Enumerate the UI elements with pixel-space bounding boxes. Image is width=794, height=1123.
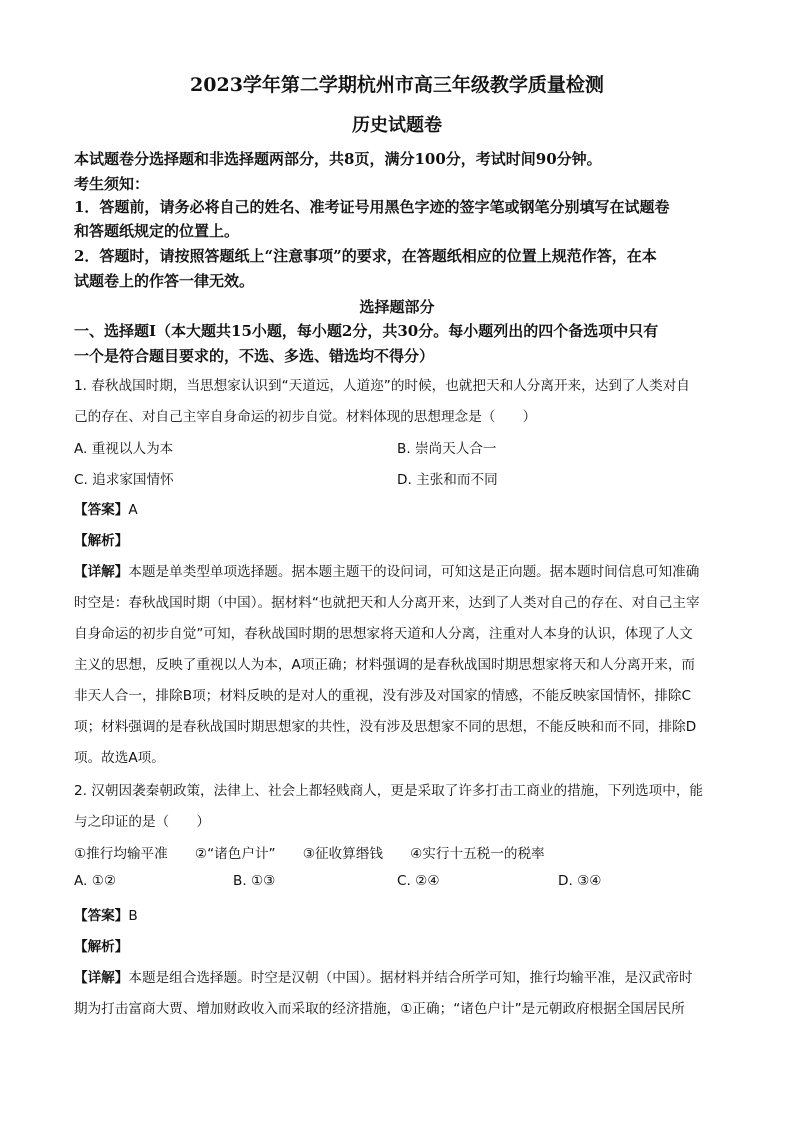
q1-detail-text-1: 本题是单类型单项选择题。据本题主题干的设问词，可知这是正向题。据本题时间信息可知准确 <box>128 564 700 580</box>
q1-detail-line-4: 主义的思想，反映了重视以人为本，A项正确；材料强调的是春秋战国时期思想家将天和人分离开来，而 <box>74 657 696 673</box>
q1-option-d: D. 主张和而不同 <box>397 472 498 488</box>
q1-answer-value: A <box>128 502 138 518</box>
q1-option-b: B. 崇尚天人合一 <box>397 441 497 457</box>
q2-detail-line-1 <box>74 966 693 986</box>
q1-answer <box>74 498 138 518</box>
notice-intro: 本试题卷分选择题和非选择题两部分，共8页，满分100分，考试时间90分钟。 <box>74 150 602 168</box>
q2-analysis <box>74 935 128 955</box>
q1-detail-line-2: 时空是：春秋战国时期（中国）。据材料“也就把天和人分离开来，达到了人类对自己的存在、对自己主宰 <box>74 595 700 611</box>
q2-analysis-tag: 【解析】 <box>74 939 129 955</box>
q2-answer <box>74 904 138 924</box>
q1-option-c: C. 追求家国情怀 <box>74 472 174 488</box>
q2-answer-value: B <box>128 908 138 924</box>
q1-detail-tag: 【详解】 <box>74 564 129 580</box>
q1-detail-line-7: 项。故选A项。 <box>74 750 165 766</box>
exam-subtitle: 历史试题卷 <box>352 115 442 136</box>
exam-title: 2023学年第二学期杭州市高三年级教学质量检测 <box>190 74 604 96</box>
q2-detail-text-1: 本题是组合选择题。时空是汉朝（中国）。据材料并结合所学可知，推行均输平准，是汉武帝时 <box>128 970 693 986</box>
q1-detail-line-3: 自身命运的初步自觉”可知，春秋战国时期的思想家将天道和人分离，注重对人本身的认识，体现了人文 <box>74 626 693 642</box>
q2-option-c: C. ②④ <box>397 873 440 889</box>
q1-option-a: A. 重视以人为本 <box>74 441 174 457</box>
q1-detail-line-1 <box>74 560 699 580</box>
q2-option-a: A. ①② <box>74 873 117 889</box>
notice-item-1-line-2: 和答题纸规定的位置上。 <box>74 222 240 240</box>
q1-stem-line-2: 己的存在、对自己主宰自身命运的初步自觉。材料体现的思想理念是（ ） <box>74 409 537 425</box>
notice-item-2-line-2: 试题卷上的作答一律无效。 <box>74 272 255 290</box>
q1-stem-line-1: 1. 春秋战国时期，当思想家认识到“天道远，人道迩”的时候，也就把天和人分离开来，达到了人类对自 <box>74 378 690 394</box>
notice-heading: 考生须知： <box>74 175 150 193</box>
q2-detail-line-2: 期为打击富商大贾、增加财政收入而采取的经济措施，①正确；“诸色户计”是元朝政府根据全国居民所 <box>74 1001 685 1017</box>
notice-item-2-line-1: 2．答题时，请按照答题纸上“注意事项”的要求，在答题纸相应的位置上规范作答，在本 <box>74 247 657 265</box>
q2-stem-line-2: 与之印证的是（ ） <box>74 814 210 830</box>
q2-detail-tag: 【详解】 <box>74 970 129 986</box>
section-heading-line-1: 一、选择题Ⅰ（本大题共15小题，每小题2分，共30分。每小题列出的四个备选项中只有 <box>74 322 659 340</box>
q2-stem-line-1: 2. 汉朝因袭秦朝政策，法律上、社会上都轻贱商人，更是采取了许多打击工商业的措施，下列选项中，能 <box>74 783 704 799</box>
q1-analysis-tag: 【解析】 <box>74 533 129 549</box>
q1-detail-line-5: 非天人合一，排除B项；材料反映的是对人的重视，没有涉及对国家的情感，不能反映家国情怀，排除C <box>74 688 691 704</box>
q1-answer-tag: 【答案】 <box>74 502 129 518</box>
section-title: 选择题部分 <box>359 298 435 316</box>
notice-item-1-line-1: 1．答题前，请务必将自己的姓名、准考证号用黑色字迹的签字笔或钢笔分别填写在试题卷 <box>74 198 670 216</box>
section-heading-line-2: 一个是符合题目要求的，不选、多选、错选均不得分） <box>74 347 435 365</box>
q2-items: ①推行均输平准 ②“诸色户计” ③征收算缗钱 ④实行十五税一的税率 <box>74 846 545 862</box>
q2-option-d: D. ③④ <box>558 873 602 889</box>
q2-option-b: B. ①③ <box>233 873 276 889</box>
q1-detail-line-6: 项；材料强调的是春秋战国时期思想家的共性，没有涉及思想家不同的思想，不能反映和而不同，排除D <box>74 719 697 735</box>
q2-answer-tag: 【答案】 <box>74 908 129 924</box>
q1-analysis <box>74 529 128 549</box>
